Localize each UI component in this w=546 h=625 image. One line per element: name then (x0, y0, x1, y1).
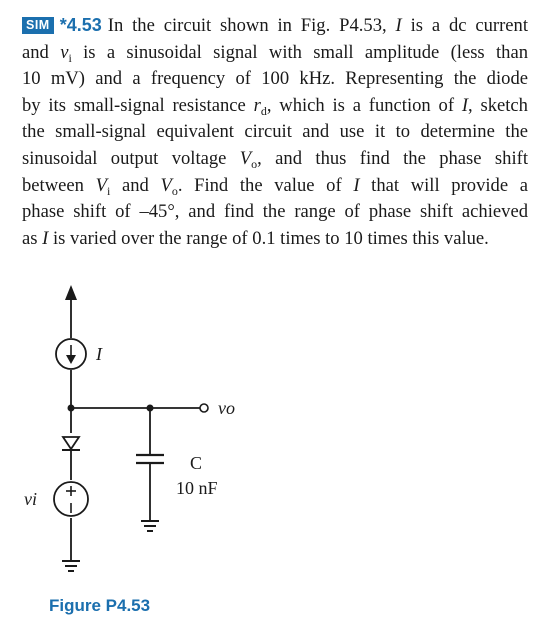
node-dot-left (68, 405, 75, 412)
subscript: o (251, 156, 258, 171)
diode-icon (62, 437, 80, 450)
current-source-icon (56, 339, 86, 369)
ground-icon-cap (141, 521, 159, 531)
text-segment: is a dc current (401, 15, 528, 36)
math-variable: I (353, 174, 360, 196)
subscript: d (260, 103, 267, 118)
text-segment: between (22, 174, 96, 196)
subscript: i (106, 183, 111, 198)
output-label: vo (218, 398, 235, 418)
current-label: I (96, 344, 102, 364)
text-segment: , sketch (468, 94, 528, 116)
capacitor-name-label: C (190, 453, 203, 473)
math-variable: V (160, 174, 172, 196)
text-segment: . Find the value of (177, 174, 354, 196)
input-label: vi (24, 489, 37, 509)
subscript: o (171, 183, 178, 198)
text-segment: is a sinusoidal signal with small amplitude (less than (71, 41, 529, 63)
text-segment: , and thus find the phase shift (257, 147, 528, 169)
problem-number: *4.53 (59, 15, 102, 35)
text-segment: and (110, 174, 161, 196)
math-variable: v (60, 41, 69, 63)
text-segment: is varied over the range of 0.1 times to 10 times this value. (48, 227, 489, 249)
output-terminal (200, 404, 208, 412)
text-segment: that will provide a (359, 174, 528, 196)
math-variable: r (253, 94, 261, 116)
text-segment: phase shift of –45°, and find the range of phase shift achieved (22, 201, 528, 223)
math-variable: V (239, 147, 252, 169)
capacitor-value-label: 10 nF (176, 478, 218, 498)
text-segment: by its small-signal resistance (22, 94, 254, 116)
text-segment: 10 mV) and a frequency of 100 kHz. Representing the diode (22, 68, 528, 90)
sim-badge[interactable]: SIM (22, 17, 54, 34)
subscript: i (68, 50, 72, 65)
ground-icon-source (62, 561, 80, 571)
math-variable: I (461, 94, 469, 116)
capacitor-icon (136, 455, 164, 463)
figure-caption: Figure P4.53 (49, 596, 151, 615)
text-segment: , which is a function of (266, 94, 462, 116)
math-variable: I (42, 227, 49, 249)
text-segment: the small-signal equivalent circuit and use it to determine the (22, 121, 528, 143)
text-segment: sinusoidal output voltage (22, 147, 240, 169)
supply-arrow-icon (65, 285, 77, 300)
text-segment: In the circuit shown in Fig. P4.53, (107, 15, 396, 36)
voltage-source-icon (54, 482, 88, 516)
text-segment: and (22, 41, 61, 63)
node-dot-cap (147, 405, 154, 412)
math-variable: I (395, 15, 402, 36)
math-variable: V (95, 174, 107, 196)
text-segment: as (22, 227, 43, 249)
